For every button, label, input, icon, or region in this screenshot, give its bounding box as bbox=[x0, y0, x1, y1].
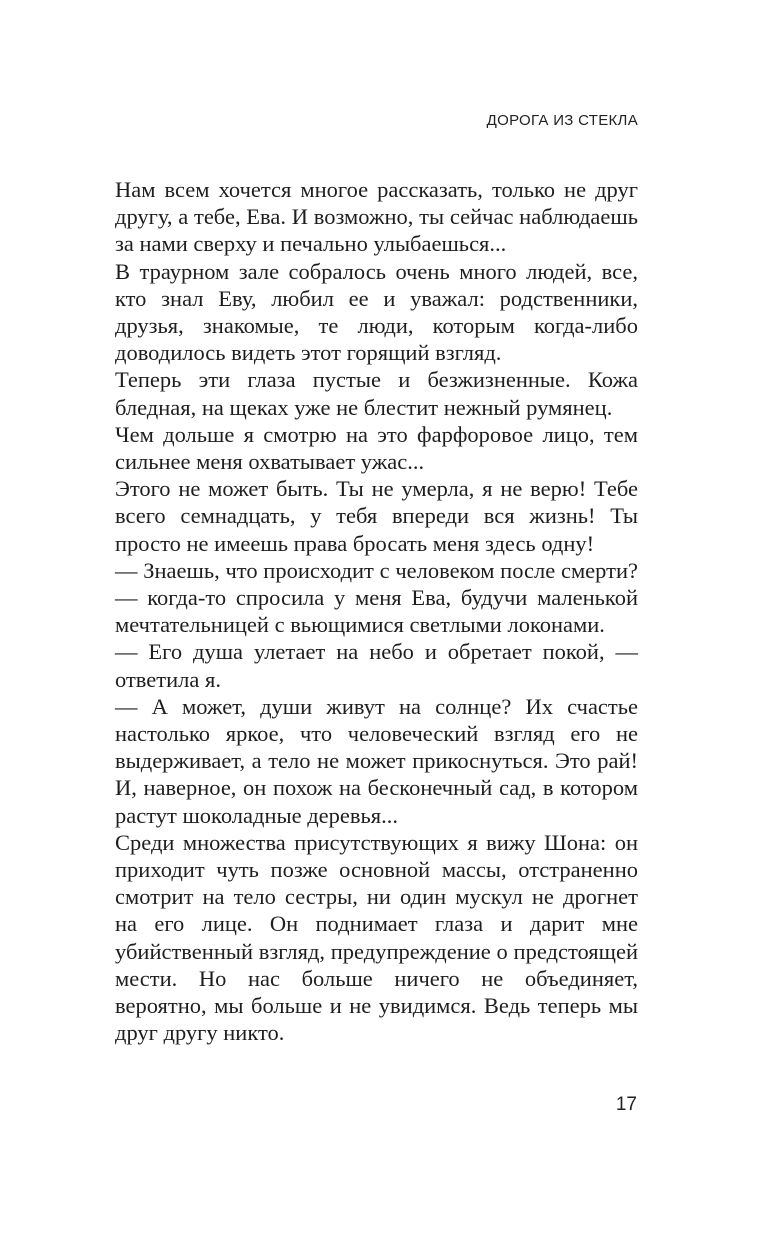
paragraph: Среди множества присутствующих я вижу Шона: он приходит чуть позже основной массы, отстраненно смотрит на тело сестры, ни один мускул не дрогнет на его лице. Он поднимает глаза и дарит мне убийственный взгляд, предупреждение о предстоящей мести. Но нас больше ничего не объединяет, вероятно, мы больше и не увидимся. Ведь теперь мы друг другу никто. bbox=[115, 829, 638, 1046]
paragraph: Этого не может быть. Ты не умерла, я не верю! Тебе всего семнадцать, у тебя впереди вся жизнь! Ты просто не имеешь права бросать меня здесь одну! bbox=[115, 476, 638, 556]
paragraph: В траурном зале собралось очень много людей, все, кто знал Еву, любил ее и уважал: родственники, друзья, знакомые, те люди, которым когда-либо доводилось видеть этот горящий взгляд. bbox=[115, 258, 638, 366]
paragraph: Чем дольше я смотрю на это фарфоровое лицо, тем сильнее меня охватывает ужас... bbox=[115, 421, 638, 475]
paragraph: Нам всем хочется многое рассказать, только не друг другу, а тебе, Ева. И возможно, ты сейчас наблюдаешь за нами сверху и печально улыбаешься... bbox=[115, 177, 638, 257]
page-number: 17 bbox=[615, 1094, 637, 1115]
dialogue-paragraph: — А может, души живут на солнце? Их счастье настолько яркое, что человеческий взгляд его не выдерживает, а тело не может прикоснуться. Это рай! И, наверное, он похож на бесконечный сад, в котором растут шоколадные деревья... bbox=[115, 693, 638, 828]
running-head: ДОРОГА ИЗ СТЕКЛА bbox=[486, 112, 638, 129]
body-text bbox=[115, 176, 638, 1047]
paragraph: Теперь эти глаза пустые и безжизненные. Кожа бледная, на щеках уже не блестит нежный румянец. bbox=[115, 367, 638, 420]
dialogue-paragraph: — Знаешь, что происходит с человеком после смерти? — когда-то спросила у меня Ева, будучи маленькой мечтательницей с вьющимися светлыми локонами. bbox=[115, 557, 638, 638]
dialogue-paragraph: — Его душа улетает на небо и обретает покой, — ответила я. bbox=[115, 639, 638, 692]
